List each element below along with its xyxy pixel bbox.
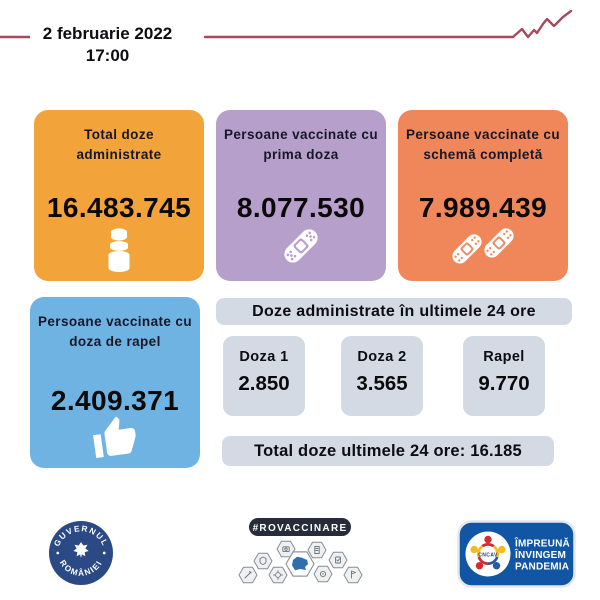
card-icon-wrap (216, 218, 386, 274)
double-bandaid-icon (444, 218, 522, 274)
government-of-romania-seal (49, 521, 113, 585)
card-icon-wrap (30, 415, 200, 461)
hex-checklist-icon (329, 552, 347, 568)
seal-dot-left (56, 552, 59, 555)
stat-card-total-doses (34, 110, 204, 281)
card-title: Persoane vaccinate cu doza de rapel (38, 314, 192, 350)
report-datetime (30, 23, 185, 68)
card-value: 7.989.439 (418, 192, 548, 223)
stat-card-first-dose (216, 110, 386, 281)
report-date: 2 februarie 2022 (42, 24, 173, 43)
slogan-line-2: ÎNVINGEM (515, 550, 567, 561)
card-title: Total doze administrate (76, 127, 162, 163)
bandaid-icon (273, 218, 329, 274)
slogan-line-1: ÎMPREUNĂ (515, 538, 570, 550)
thumbs-up-icon (91, 415, 139, 461)
trend-line-zigzag (205, 11, 571, 37)
gov-seal-top-text: GUVERNUL (52, 524, 110, 548)
hexagon-cluster (239, 541, 362, 583)
hex-building-icon (308, 542, 326, 558)
stat-card-booster (30, 297, 200, 468)
dose2-card (341, 336, 423, 416)
report-time: 17:00 (85, 46, 130, 66)
hex-shield-icon (254, 553, 272, 569)
last24-header: Doze administrate în ultimele 24 ore (216, 298, 572, 325)
dose-label: Doza 1 (239, 349, 289, 365)
card-title: Persoane vaccinate cu prima doza (224, 127, 378, 163)
card-title: Persoane vaccinate cu schemă completă (406, 127, 560, 163)
cncav-campaign-badge (457, 520, 576, 588)
seal-dot-right (103, 552, 106, 555)
card-value: 16.483.745 (46, 192, 192, 223)
slogan-line-3: PANDEMIA (515, 561, 570, 573)
stat-card-full-schema (398, 110, 568, 281)
cncav-acronym: CNCAV (478, 552, 498, 559)
dose-value: 9.770 (478, 372, 530, 395)
rovaccinare-campaign-logo (233, 512, 367, 592)
gov-seal-bottom-text: ROMÂNIEI (57, 558, 105, 578)
dose-value: 3.565 (356, 372, 408, 395)
dose-label: Rapel (483, 349, 525, 365)
last24-total-bar: Total doze ultimele 24 ore: 16.185 (222, 436, 554, 466)
dose1-card (223, 336, 305, 416)
hex-gear-icon (269, 567, 287, 583)
hex-flag-icon (344, 567, 362, 583)
hashtag-text: #ROVACCINARE (252, 523, 348, 534)
card-value: 2.409.371 (50, 385, 180, 416)
vaccine-vial-icon (101, 226, 137, 274)
dose-value: 2.850 (238, 372, 290, 395)
card-icon-wrap (34, 226, 204, 274)
card-value: 8.077.530 (236, 192, 366, 223)
booster-dose-card (463, 336, 545, 416)
cncav-people-circle-icon (466, 532, 511, 577)
card-icon-wrap (398, 218, 568, 274)
dose-label: Doza 2 (357, 349, 407, 365)
